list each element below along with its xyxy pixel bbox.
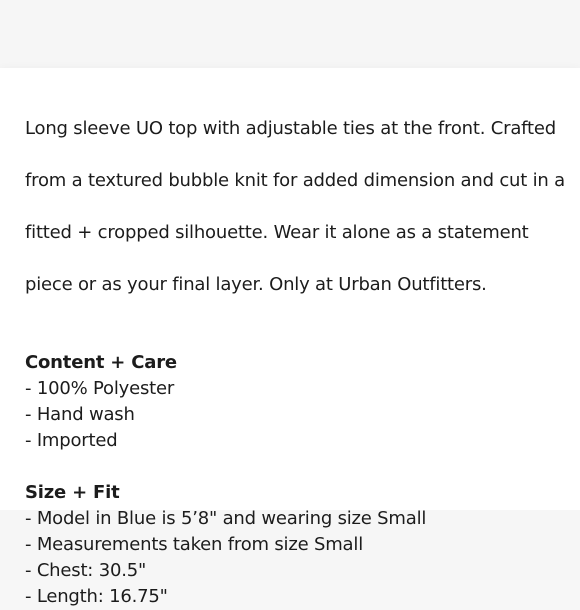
list-item: - Length: 16.75": [25, 586, 168, 607]
content-care-section: [25, 350, 565, 454]
product-details: [25, 90, 565, 610]
product-description: [25, 90, 565, 324]
list-item: - Chest: 30.5": [25, 560, 147, 581]
top-band: [0, 0, 580, 68]
description-line: fitted + cropped silhouette. Wear it alone as a statement: [25, 222, 529, 243]
description-line: Long sleeve UO top with adjustable ties at the front. Crafted: [25, 118, 556, 139]
content-care-list: [25, 376, 565, 454]
size-fit-list: [25, 506, 565, 610]
list-item: - 100% Polyester: [25, 378, 175, 399]
list-item: - Measurements taken from size Small: [25, 534, 363, 555]
content-care-title: Content + Care: [25, 352, 177, 373]
size-fit-title: Size + Fit: [25, 482, 120, 503]
description-line: from a textured bubble knit for added dimension and cut in a: [25, 170, 565, 191]
size-fit-section: [25, 480, 565, 610]
list-item: - Model in Blue is 5’8" and wearing size Small: [25, 508, 427, 529]
description-line: piece or as your final layer. Only at Urban Outfitters.: [25, 274, 487, 295]
list-item: - Hand wash: [25, 404, 135, 425]
list-item: - Imported: [25, 430, 118, 451]
